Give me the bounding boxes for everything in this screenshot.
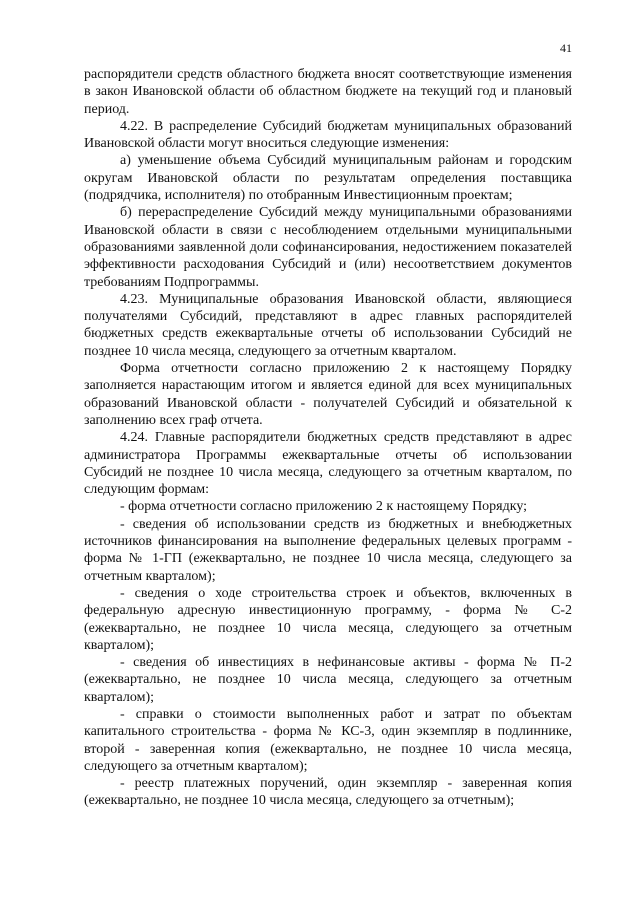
paragraph-1: распорядители средств областного бюджета вносят соответствующие изменения в закон Ивановской области об областном бюджете на текущий год и плановый период. [84,67,572,117]
paragraph-8: - форма отчетности согласно приложению 2 к настоящему Порядку; [120,499,528,515]
paragraph-12: - справки о стоимости выполненных работ и затрат по объектам капитального строительства - форма № КС-3, один экземпляр в подлиннике, второй - заверенная копия (ежеквартально, не позднее 10 числа месяца, следующего за отчетным кварталом); [84,706,572,774]
paragraph-13: - реестр платежных поручений, один экземпляр - заверенная копия (ежеквартально, не позднее 10 числа месяца, следующего за отчетным); [84,776,572,809]
paragraph-4: б) перераспределение Субсидий между муниципальными образованиями Ивановской области в связи с несоблюдением отдельными муниципальными образованиями заявленной доли софинансирования, недостижением показателей эффективности расходования Субсидий и (или) несоответствием документов требованиям Подпрограммы. [84,205,572,290]
paragraph-2: 4.22. В распределение Субсидий бюджетам муниципальных образований Ивановской области могут вноситься следующие изменения: [84,118,572,152]
paragraph-10: - сведения о ходе строительства строек и объектов, включенных в федеральную адресную инвестиционную программу, - форма № С-2 (ежеквартально, не позднее 10 числа месяца, следующего за отчетным кварталом); [84,585,572,653]
paragraph-6: Форма отчетности согласно приложению 2 к настоящему Порядку заполняется нарастающим итогом и является единой для всех муниципальных образований Ивановской области - получателей Субсидий и обязательной к заполнению всех граф отчета. [84,361,572,428]
paragraph-9: - сведения об использовании средств из бюджетных и внебюджетных источников финансирования на выполнение федеральных целевых программ - форма № 1-ГП (ежеквартально, не позднее 10 числа месяца, следующего за отчетным кварталом); [84,516,572,584]
paragraph-3: а) уменьшение объема Субсидий муниципальным районам и городским округам Ивановской области по результатам определения поставщика (подрядчика, исполнителя) по отобранным Инвестиционным проектам; [84,153,572,204]
paragraph-5: 4.23. Муниципальные образования Ивановской области, являющиеся получателями Субсидий, представляют в адрес главных распорядителей бюджетных средств ежеквартальные отчеты об использовании Субсидий не позднее 10 числа месяца, следующего за отчетным кварталом. [84,291,572,359]
paragraph-11: - сведения об инвестициях в нефинансовые активы - форма № П-2 (ежеквартально, не позднее 10 числа месяца, следующего за отчетным кварталом); [84,655,572,705]
paragraph-7: 4.24. Главные распорядители бюджетных средств представляют в адрес администратора Программы ежеквартальные отчеты об использовании Субсидий не позднее 10 числа месяца, следующего за отчетным кварталом, по следующим формам: [84,430,572,498]
document-body [84,66,572,810]
page-number: 41 [560,41,572,55]
